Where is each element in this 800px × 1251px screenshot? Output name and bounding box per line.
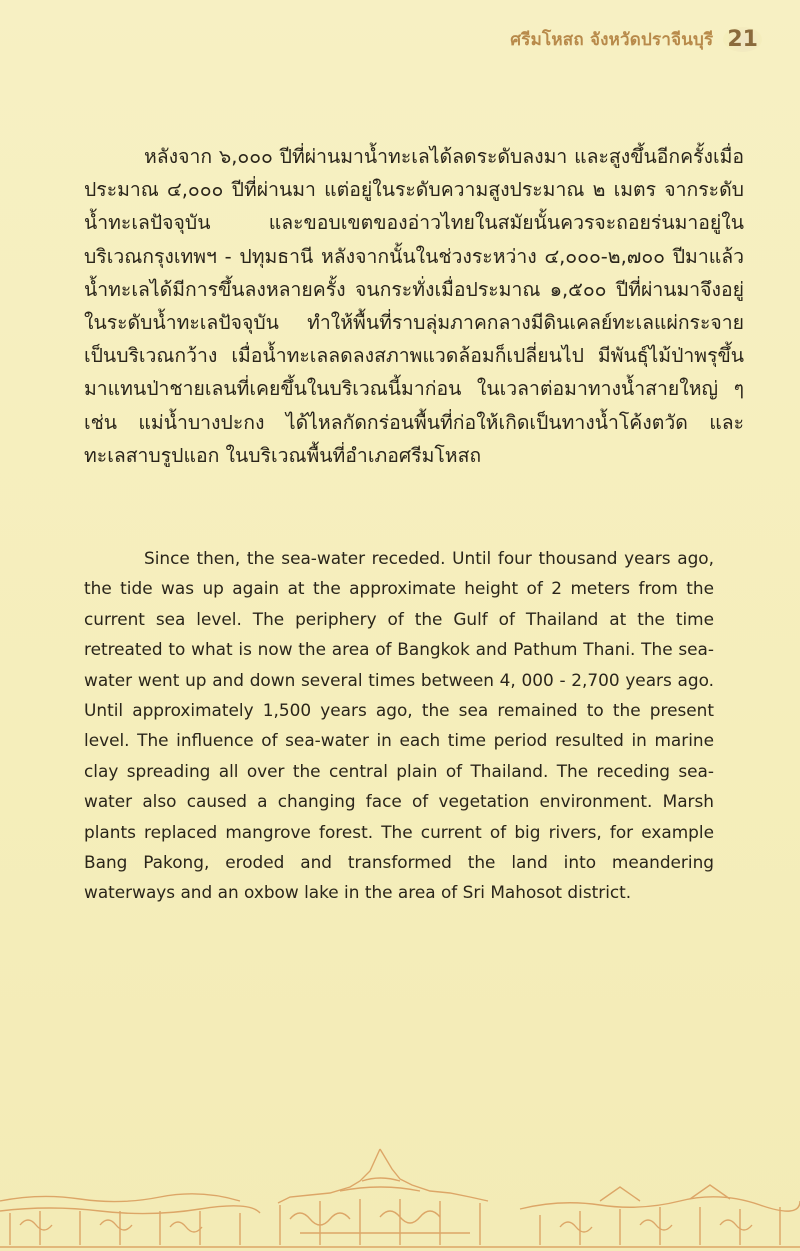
page-header [510, 26, 762, 53]
header-title: ศรีมโหสถ จังหวัดปราจีนบุรี [510, 30, 714, 50]
english-paragraph: Since then, the sea-water receded. Until four thousand years ago, the tide was up again at the approximate height of 2 meters from the current sea level. The periphery of the Gulf of Thailand at the time retreated to what is now the area of Bangkok and Pathum Thani. The sea-water went up and down several times between 4, 000 - 2,700 years ago. Until approximately 1,500 years ago, the sea remained to the present level. The influence of sea-water in each time period resulted in marine clay spreading all over the central plain of Thailand. The receding sea-water also caused a changing face of vegetation environment. Marsh plants replaced mangrove forest. The current of big rivers, for example Bang Pakong, eroded and transformed the land into meandering waterways and an oxbow lake in the area of Sri Mahosot district. [84, 548, 714, 903]
thai-paragraph: หลังจาก ๖,๐๐๐ ปีที่ผ่านมาน้ำทะเลได้ลดระดับลงมา และสูงขึ้นอีกครั้งเมื่อประมาณ ๔,๐๐๐ ปีที่ผ่านมา แต่อยู่ในระดับความสูงประมาณ ๒ เมตร จากระดับน้ำทะเลปัจจุบัน และขอบเขตของอ่าวไทยในสมัยนั้นควรจะถอยร่นมาอยู่ในบริเวณกรุงเทพฯ - ปทุมธานี หลังจากนั้นในช่วงระหว่าง ๔,๐๐๐-๒,๗๐๐ ปีมาแล้วน้ำทะเลได้มีการขึ้นลงหลายครั้ง จนกระทั่งเมื่อประมาณ ๑,๕๐๐ ปีที่ผ่านมาจึงอยู่ในระดับน้ำทะเลปัจจุบัน ทำให้พื้นที่ราบลุ่มภาคกลางมีดินเคลย์ทะเลแผ่กระจายเป็นบริเวณกว้าง เมื่อน้ำทะเลลดลงสภาพแวดล้อมก็เปลี่ยนไป มีพันธุ์ไม้ป่าพรุขึ้นมาแทนป่าชายเลนที่เคยขึ้นในบริเวณนี้มาก่อน ในเวลาต่อมาทางน้ำสายใหญ่ ๆ เช่น แม่น้ำบางปะกง ได้ไหลกัดกร่อนพื้นที่ก่อให้เกิดเป็นทางน้ำโค้งตวัด และทะเลสาบรูปแอก ในบริเวณพื้นที่อำเภอศรีมโหสถ [84, 145, 744, 467]
page-number: 21 [723, 27, 762, 52]
temple-ruins-ornament-icon [0, 1141, 800, 1251]
